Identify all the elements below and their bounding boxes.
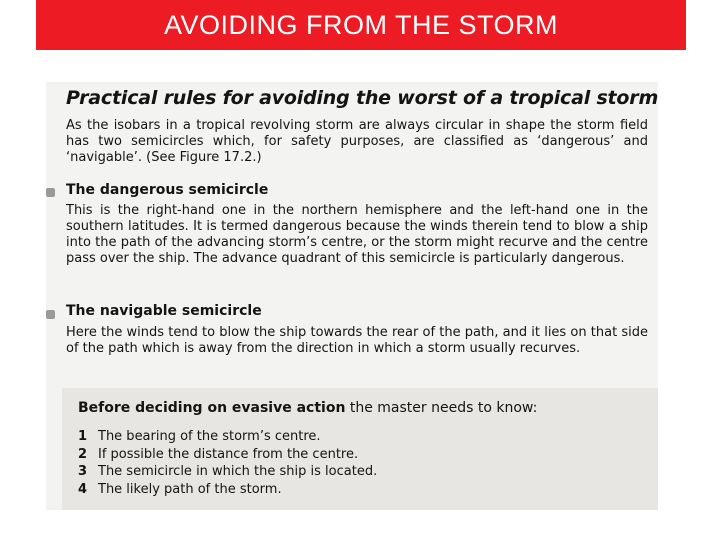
requirements-list (78, 428, 377, 498)
list-item-number: 1 (78, 429, 88, 444)
document-heading: Practical rules for avoiding the worst of a tropical storm (66, 87, 659, 109)
list-item-text: The bearing of the storm’s centre. (98, 429, 321, 444)
list-item-number: 2 (78, 446, 88, 462)
section-marker-icon (46, 188, 55, 197)
section-title-navigable: The navigable semicircle (66, 303, 262, 319)
section-text-dangerous: This is the right-hand one in the northern hemisphere and the left-hand one in the southern latitudes. It is termed dangerous because the winds therein tend to blow a ship into the path of the advancing storm’s centre, or the storm might recurve and the centre pass over the ship. The advance quadrant of this semicircle is particularly dangerous. (66, 203, 648, 266)
box-lead-rest: the master needs to know: (345, 400, 538, 416)
scanned-text-area (46, 82, 658, 388)
scanned-page (46, 82, 658, 510)
box-lead-bold: Before deciding on evasive action (78, 400, 346, 416)
list-item-text: The likely path of the storm. (98, 481, 282, 497)
section-title-dangerous: The dangerous semicircle (66, 182, 269, 198)
list-item (78, 428, 377, 446)
list-item-number: 3 (78, 464, 88, 479)
list-item (78, 481, 377, 499)
list-item-number: 4 (78, 481, 88, 497)
intro-paragraph: As the isobars in a tropical revolving storm are always circular in shape the storm field has two semicircles which, for safety purposes, are classified as ‘dangerous’ and ‘navigable’. (See Figure 17.2.) (66, 118, 648, 165)
list-item (78, 463, 377, 481)
box-lead (78, 400, 537, 416)
title-bar (36, 0, 686, 50)
list-item-text: The semicircle in which the ship is located. (98, 464, 378, 479)
list-item (78, 446, 377, 464)
requirements-box (62, 388, 658, 510)
section-text-navigable: Here the winds tend to blow the ship towards the rear of the path, and it lies on that side of the path which is away from the direction in which a storm usually recurves. (66, 325, 648, 356)
list-item-text: If possible the distance from the centre. (98, 446, 359, 462)
section-marker-icon (46, 310, 55, 319)
slide-title: AVOIDING FROM THE STORM (163, 9, 559, 40)
